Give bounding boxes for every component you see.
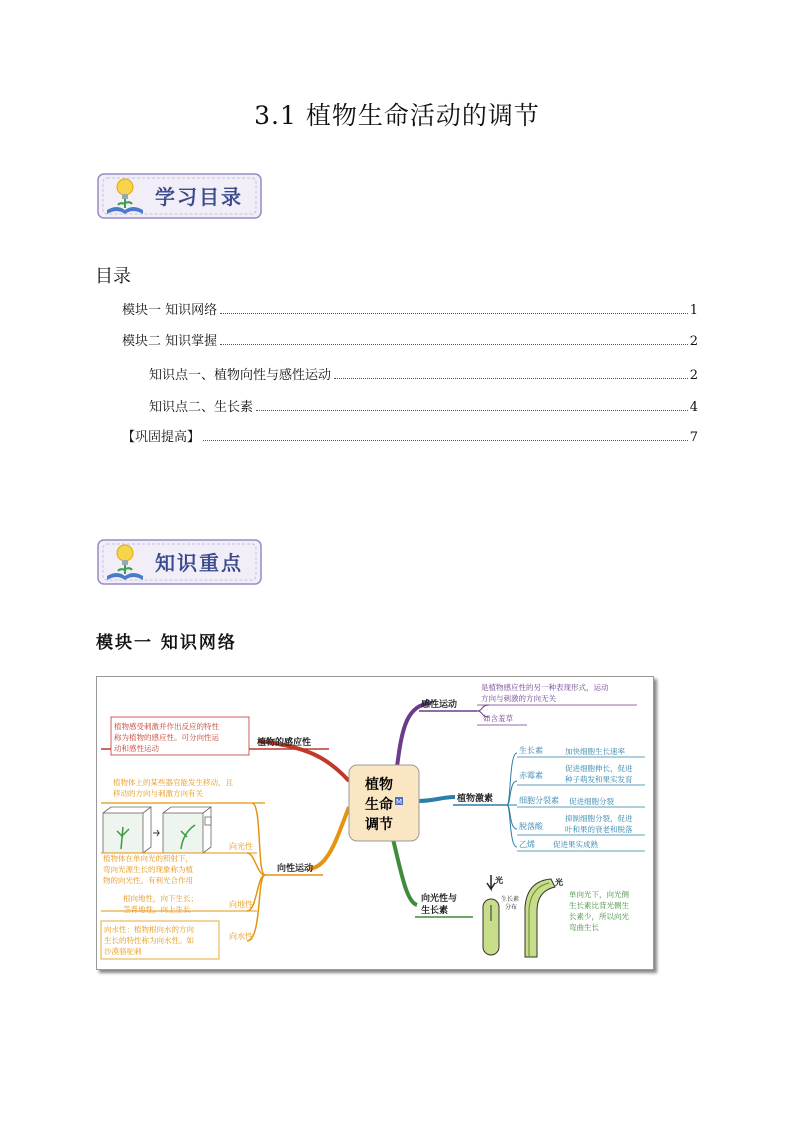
toc-leader-dots (256, 410, 688, 411)
node-sensitivity: 植物的感应性 (257, 738, 312, 748)
toc-entry[interactable] (122, 426, 698, 446)
hormone-name: 乙烯 (519, 840, 535, 849)
hormone-desc: 种子萌发和果实发育 (565, 775, 633, 784)
center-line-3: 调节 (365, 817, 393, 833)
toc-entry-label: 知识点二、生长素 (149, 400, 254, 415)
hormone-desc: 加快细胞生长速率 (565, 747, 625, 756)
banner-label: 学习目录 (155, 185, 243, 209)
toc-entry[interactable] (122, 299, 698, 319)
coleoptile-illustration (483, 875, 563, 957)
hydrotropism-desc-2: 生长的特性称为向水性。如 (104, 936, 194, 945)
module-heading: 模块一 知识网络 (96, 633, 237, 653)
toc-entry-page: 4 (689, 400, 698, 415)
tropism-desc-1: 植物体上的某些器官能发生移动，且 (113, 778, 233, 787)
node-hydrotropism: 向水性 (229, 932, 253, 941)
hormone-desc: 促进果实成熟 (553, 840, 598, 849)
mind-map-figure (96, 676, 654, 970)
geotropism-desc-2: 茎背地性，向上生长 (123, 905, 191, 914)
toc-entry-label: 模块二 知识掌握 (122, 334, 218, 349)
hydrotropism-desc-1: 向水性：植物根向水的方向 (104, 925, 194, 934)
toc-entry[interactable] (149, 364, 698, 384)
phototropism-desc-1: 植物体在单向光的照射下， (103, 854, 193, 863)
sensitivity-desc-3: 动和感性运动 (114, 744, 159, 753)
node-phototropism: 向光性 (229, 842, 253, 851)
sensitivity-desc-1: 植物感受刺激并作出反应的特性 (114, 722, 219, 731)
hormone-name: 脱落酸 (519, 822, 543, 831)
hydrotropism-desc-3: 沙漠骆驼刺 (104, 947, 142, 956)
banner-label: 知识重点 (155, 551, 243, 575)
toc-entry-page: 2 (689, 334, 698, 349)
sensitivity-desc-2: 称为植物的感应性。可分向性运 (114, 733, 219, 742)
light-label: 光 (495, 876, 503, 885)
center-tag: M (396, 798, 403, 806)
toc-entry-page: 7 (689, 430, 698, 445)
toc-leader-dots (334, 378, 688, 379)
hormone-desc: 抑制细胞分裂，促进 (565, 814, 633, 823)
toc-leader-dots (220, 344, 688, 345)
phototropism-desc-3: 物的向光性。有利光合作用 (103, 876, 193, 885)
toc-leader-dots (220, 313, 688, 314)
node-hormones: 植物激素 (457, 794, 494, 804)
toc-entry[interactable] (149, 396, 698, 416)
branch-hormones (419, 797, 455, 801)
center-node (349, 765, 419, 841)
branch-tropism (309, 807, 349, 869)
toc-entry-page: 2 (689, 368, 698, 383)
toc-entry-label: 模块一 知识网络 (122, 303, 218, 318)
node-auxin-line-1: 向光性与 (421, 894, 458, 904)
node-geotropism: 向地性 (229, 900, 253, 909)
auxin-desc-1: 单向光下，向光侧 (569, 890, 629, 899)
node-auxin-line-2: 生长素 (421, 906, 449, 916)
hormone-desc: 促进细胞分裂 (569, 797, 614, 806)
nastic-desc-1: 是植物感应性的另一种表现形式，运动 (481, 683, 609, 692)
phototropism-desc-2: 弯向光源生长的现象称为植 (103, 865, 193, 874)
hormone-name: 细胞分裂素 (519, 796, 559, 805)
toc-entry-page: 1 (689, 303, 698, 318)
node-tropism: 向性运动 (277, 864, 314, 874)
node-nastic: 感性运动 (421, 700, 458, 710)
hormone-desc: 促进细胞伸长，促进 (565, 764, 633, 773)
auxin-dist-2: 分布 (505, 904, 518, 911)
geotropism-desc-1: 根向地性，向下生长； (123, 894, 198, 903)
auxin-dist-1: 生长素 (501, 896, 520, 903)
branch-auxin (393, 839, 417, 905)
tropism-desc-2: 移动的方向与刺激方向有关 (113, 789, 203, 798)
nastic-desc-2: 方向与刺激的方向无关 (481, 694, 556, 703)
hormone-name: 生长素 (519, 746, 543, 755)
mind-map-svg (97, 677, 653, 969)
section-banner-key-knowledge (95, 536, 265, 588)
light-label-2: 光 (555, 878, 563, 887)
hormone-name: 赤霉素 (519, 771, 543, 780)
nastic-example: 如含羞草 (483, 714, 513, 723)
toc-leader-dots (203, 440, 688, 441)
branch-nastic (397, 703, 431, 767)
toc-entry-label: 知识点一、植物向性与感性运动 (149, 368, 332, 383)
section-banner-study-contents (95, 170, 265, 222)
toc-entry[interactable] (122, 330, 698, 350)
center-line-2: 生命 (365, 797, 393, 813)
auxin-desc-4: 弯曲生长 (569, 923, 599, 932)
page-title: 3.1 植物生命活动的调节 (254, 101, 540, 130)
auxin-desc-3: 长素少，所以向光 (569, 912, 629, 921)
hormone-desc: 叶和果的衰老和脱落 (565, 825, 633, 834)
auxin-desc-2: 生长素比背光侧生 (569, 901, 629, 910)
toc-entry-label: 【巩固提高】 (122, 430, 201, 445)
center-line-1: 植物 (365, 777, 393, 793)
plant-box-illustration (103, 807, 211, 853)
toc-heading: 目录 (95, 266, 131, 287)
